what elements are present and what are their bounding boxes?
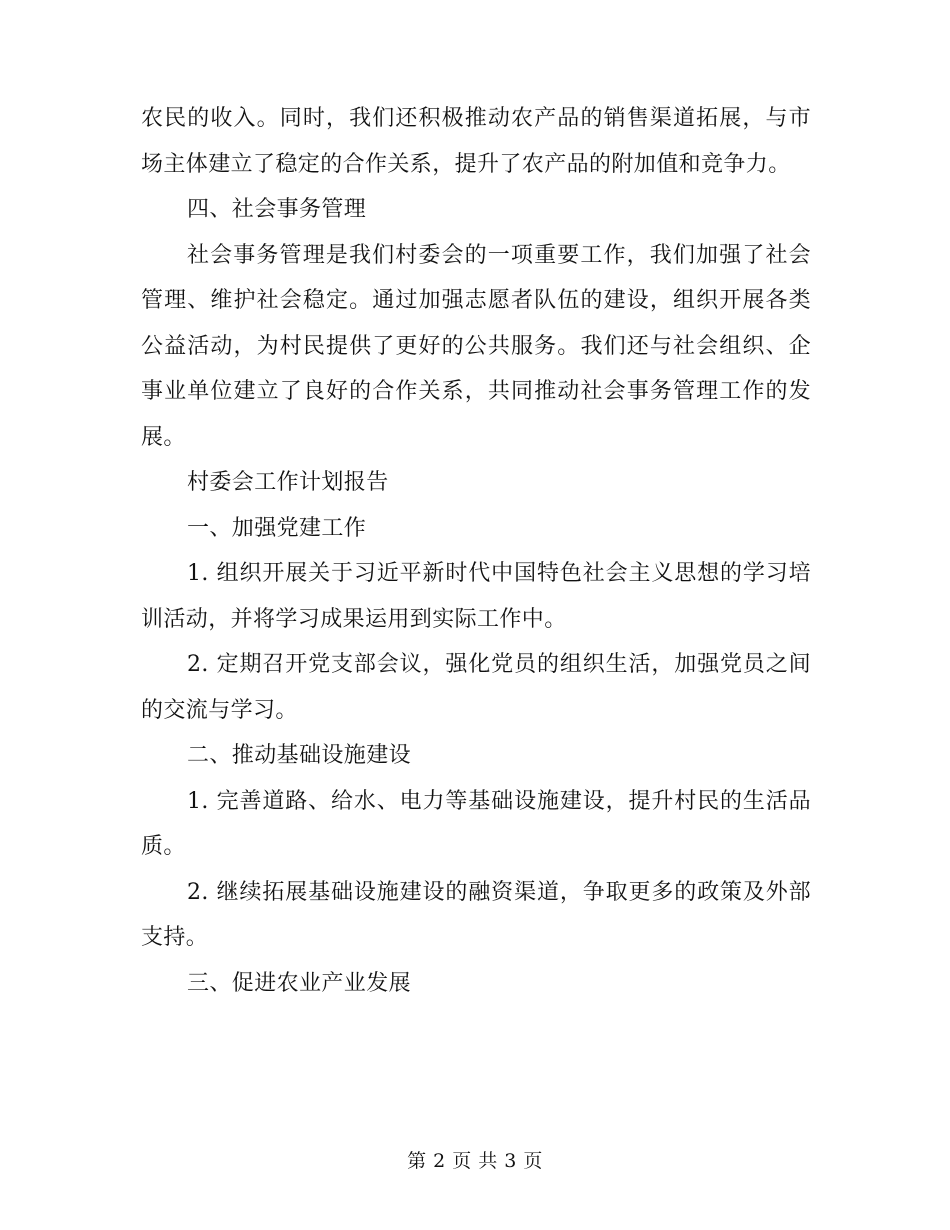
- paragraph: 农民的收入。同时，我们还积极推动农产品的销售渠道拓展，与市场主体建立了稳定的合作关系，提升了农产品的附加值和竞争力。: [141, 106, 811, 177]
- section-heading: 三、促进农业产业发展: [187, 970, 412, 996]
- section-heading: 四、社会事务管理: [187, 197, 367, 222]
- list-item: 1. 完善道路、给水、电力等基础设施建设，提升村民的生活品质。: [141, 788, 811, 859]
- list-item: 2. 继续拓展基础设施建设的融资渠道，争取更多的政策及外部支持。: [141, 879, 811, 950]
- section-heading: 一、加强党建工作: [187, 515, 367, 541]
- section-heading: 二、推动基础设施建设: [187, 743, 412, 768]
- list-item: 2. 定期召开党支部会议，强化党员的组织生活，加强党员之间的交流与学习。: [141, 652, 811, 723]
- page-number-footer: 第 2 页 共 3 页: [407, 1150, 543, 1172]
- report-title: 村委会工作计划报告: [187, 470, 389, 495]
- paragraph: 社会事务管理是我们村委会的一项重要工作，我们加强了社会管理、维护社会稳定。通过加强志愿者队伍的建设，组织开展各类公益活动，为村民提供了更好的公共服务。我们还与社会组织、企事业单位建立了良好的合作关系，共同推动社会事务管理工作的发展。: [141, 242, 811, 450]
- list-item: 1. 组织开展关于习近平新时代中国特色社会主义思想的学习培训活动，并将学习成果运用到实际工作中。: [141, 561, 811, 632]
- document-body: [141, 96, 811, 1006]
